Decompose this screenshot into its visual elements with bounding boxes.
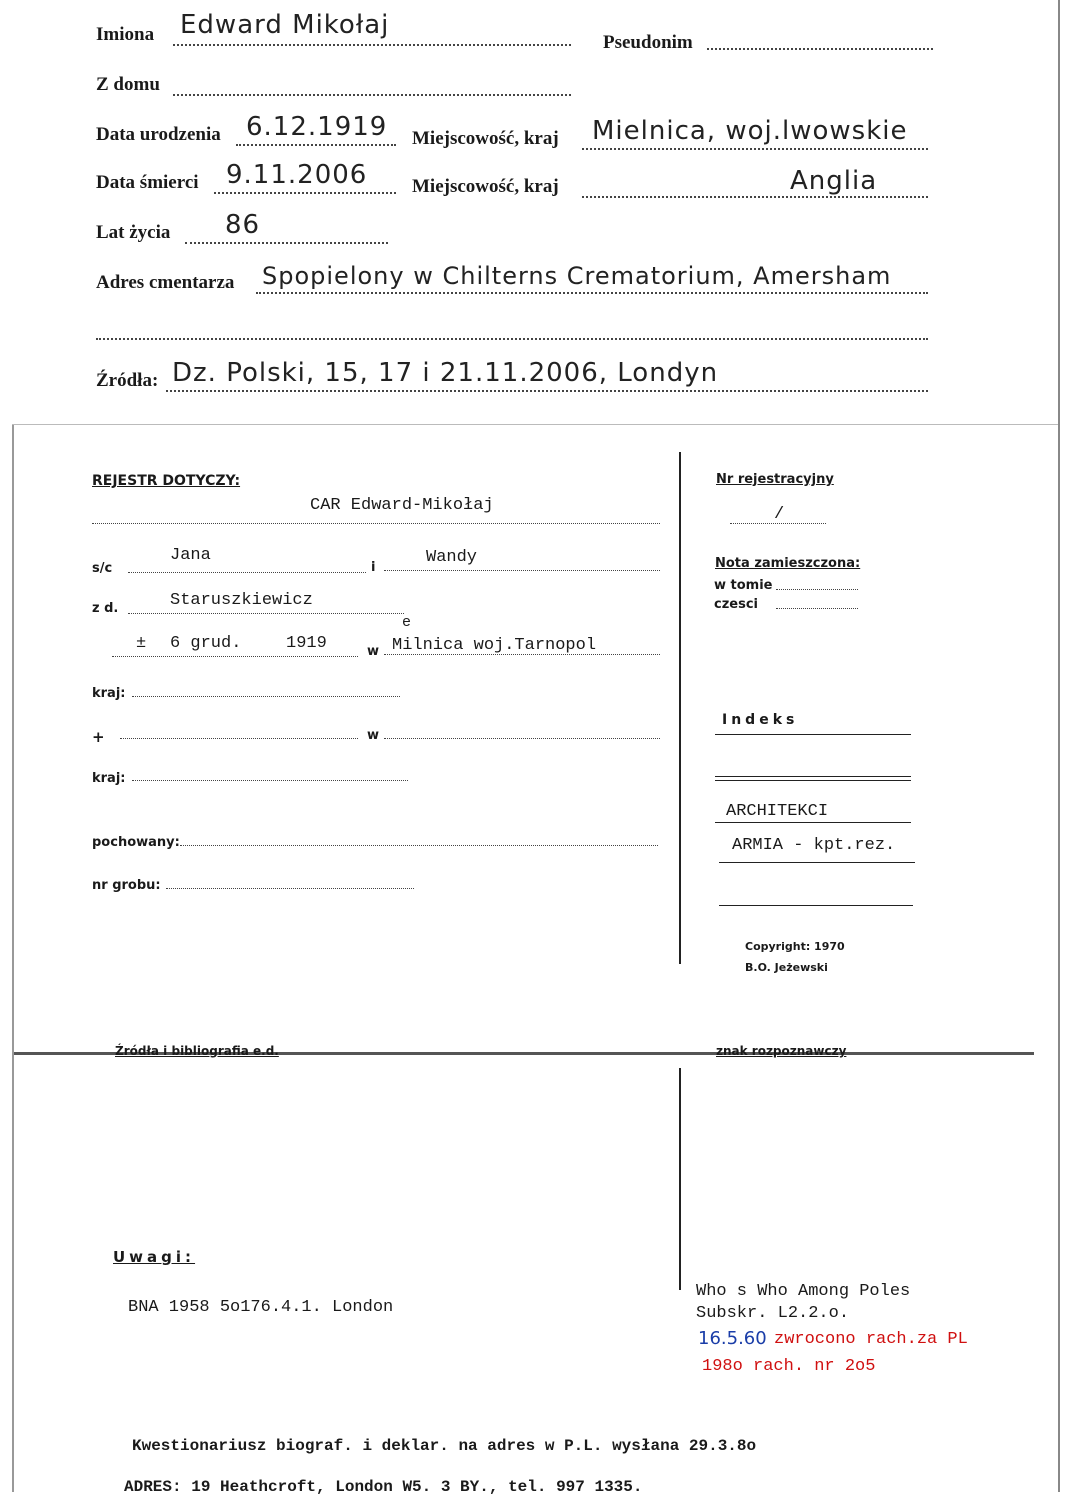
index-rule-1 (715, 734, 911, 735)
grave-label: nr grobu: (92, 878, 161, 893)
right-page-edge (1058, 0, 1060, 1492)
reg-no-label: Nr rejestracyjny (716, 472, 834, 487)
kraj-label: kraj: (92, 686, 126, 701)
birth-date-label: Data urodzenia (96, 124, 221, 145)
pseudonim-line (707, 48, 933, 50)
birth-place-label: Miejscowość, kraj (412, 128, 559, 149)
cemetery-line-2 (96, 338, 928, 340)
questionnaire-text: Kwestionariusz biograf. i deklar. na adres w P.L. wysłana 29.3.8o (132, 1437, 757, 1455)
death-date-line (214, 192, 396, 194)
kraj-line (132, 696, 400, 697)
date-handwritten: 16.5.60 (698, 1328, 767, 1349)
invoice-text: 198o rach. nr 2o5 (702, 1357, 876, 1376)
birth-place-correction: e (402, 614, 412, 631)
death-date-value: 9.11.2006 (226, 160, 368, 190)
pseudonim-label: Pseudonim (603, 32, 693, 53)
cemetery-value: Spopielony w Chilterns Crematorium, Amersham (262, 262, 892, 290)
birth-day-month: 6 grud. (170, 634, 242, 653)
register-name-line (92, 523, 660, 524)
death-symbol: + (92, 728, 105, 746)
mother-line (384, 570, 660, 571)
copyright-line-1: Copyright: 1970 (745, 940, 845, 953)
birth-date-line (236, 144, 396, 146)
cemetery-line (256, 292, 928, 294)
i-label: i (371, 560, 376, 575)
maiden-name-line (128, 613, 404, 614)
death-date-card-line (120, 738, 358, 739)
part-line (776, 608, 858, 609)
part-label: czesci (714, 597, 758, 612)
kraj-label-2: kraj: (92, 771, 126, 786)
reg-no-value: / (774, 505, 785, 524)
copyright-line-2: B.O. Jeżewski (745, 961, 828, 974)
z-domu-line (173, 94, 571, 96)
buried-label: pochowany: (92, 835, 180, 850)
death-place-value: Anglia (790, 166, 878, 196)
sc-label: s/c (92, 561, 113, 576)
zd-label: z d. (92, 601, 119, 616)
index-entry-1: ARCHITEKCI (726, 802, 829, 821)
who-line-2: Subskr. L2.2.o. (696, 1304, 850, 1323)
birth-date-card-line (112, 656, 358, 657)
birth-place-card: Milnica woj.Tarnopol (392, 636, 597, 655)
kraj-line-2 (132, 780, 408, 781)
birth-date-value: 6.12.1919 (246, 112, 388, 142)
age-value: 86 (225, 210, 261, 240)
index-rule-5 (719, 862, 915, 863)
death-date-label: Data śmierci (96, 172, 199, 193)
index-entry-2: ARMIA - kpt.rez. (732, 836, 896, 855)
birth-place-value: Mielnica, woj.lwowskie (592, 116, 908, 146)
who-line-1: Who s Who Among Poles (696, 1282, 911, 1301)
imiona-value: Edward Mikołaj (180, 10, 390, 40)
register-name: CAR Edward-Mikołaj (310, 496, 494, 515)
left-card-edge (12, 425, 14, 1492)
remarks-text: BNA 1958 5o176.4.1. London (128, 1298, 394, 1317)
father-line (128, 572, 366, 573)
sources-value: Dz. Polski, 15, 17 i 21.11.2006, Londyn (172, 358, 719, 388)
top-card-edge (12, 424, 1058, 425)
mother-value: Wandy (426, 548, 478, 567)
death-place-line (582, 196, 928, 198)
w-label-2: w (367, 728, 380, 743)
index-label: Indeks (722, 712, 799, 728)
volume-label: w tomie (714, 578, 773, 593)
index-rule-2 (715, 776, 911, 777)
buried-line (180, 845, 658, 846)
sources-line (166, 390, 928, 392)
address-text: ADRES: 19 Heathcroft, London W5. 3 BY., tel. 997 1335. (124, 1478, 643, 1496)
reg-no-line (730, 523, 826, 524)
w-label: w (367, 644, 380, 659)
age-line (185, 242, 388, 244)
birth-symbol: ± (136, 634, 147, 653)
returned-text: zwrocono rach.za PL (774, 1330, 968, 1349)
note-label: Nota zamieszczona: (715, 556, 861, 571)
z-domu-label: Z domu (96, 74, 160, 95)
maiden-name-value: Staruszkiewicz (170, 591, 313, 610)
card-divider-vertical-top (679, 452, 681, 964)
birth-place-card-line (384, 654, 660, 655)
death-place-label: Miejscowość, kraj (412, 176, 559, 197)
remarks-label: Uwagi: (113, 1248, 196, 1266)
age-label: Lat życia (96, 222, 171, 243)
imiona-label: Imiona (96, 24, 155, 45)
index-rule-3 (715, 780, 911, 781)
index-rule-6 (719, 905, 913, 906)
death-place-card-line (384, 738, 660, 739)
grave-line (166, 888, 414, 889)
cemetery-label: Adres cmentarza (96, 272, 235, 293)
father-value: Jana (170, 546, 211, 565)
card-divider-vertical-bottom (679, 1068, 681, 1290)
sources-biblio-label: Źródła i bibliografia e.d. (115, 1044, 279, 1058)
volume-line (776, 589, 858, 590)
sources-label: Źródła: (96, 370, 159, 391)
identifying-mark-label: znak rozpoznawczy (716, 1044, 847, 1058)
index-rule-4 (715, 822, 911, 823)
birth-year: 1919 (286, 634, 327, 653)
birth-place-line (582, 148, 928, 150)
register-heading: REJESTR DOTYCZY: (92, 473, 241, 489)
imiona-line (173, 44, 571, 46)
